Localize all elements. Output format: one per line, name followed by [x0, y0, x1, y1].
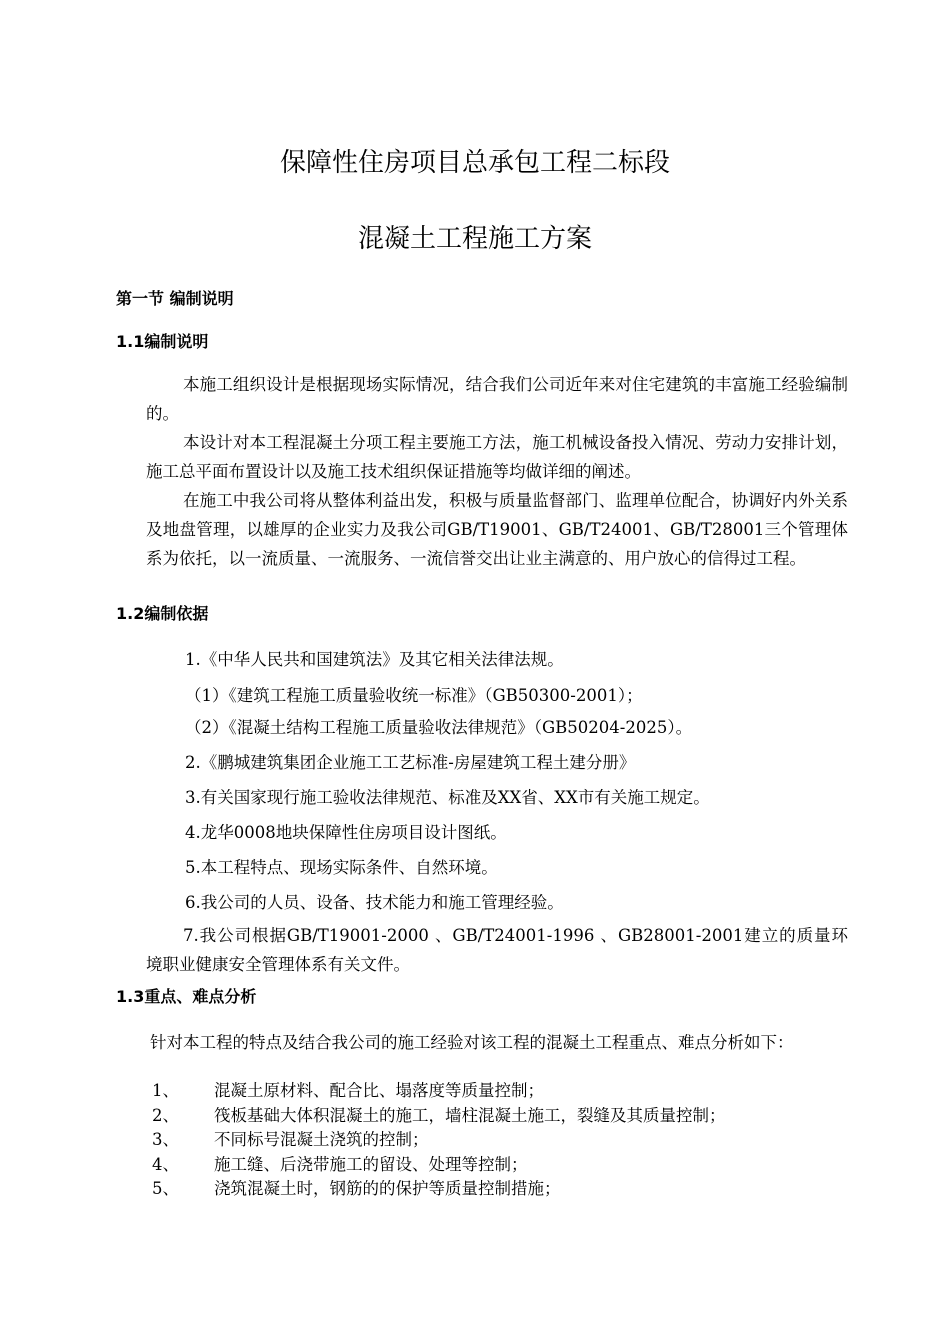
list-item-text: 浇筑混凝土时，钢筋的的保护等质量控制措施； — [214, 1179, 561, 1198]
list-item — [152, 1177, 726, 1202]
list-item — [152, 1104, 726, 1129]
subsection-heading-1-1: 1.1编制说明 — [116, 332, 209, 351]
basis-item-4: 4.龙华0008地块保障性住房项目设计图纸。 — [185, 823, 507, 842]
list-item — [152, 1079, 726, 1104]
subsection-heading-1-2: 1.2编制依据 — [116, 604, 209, 623]
basis-item-1-1: （1）《建筑工程施工质量验收统一标准》（GB50300-2001）； — [185, 686, 643, 705]
basis-item-2: 2.《鹏城建筑集团企业施工工艺标准-房屋建筑工程土建分册》 — [185, 753, 636, 772]
analysis-intro: 针对本工程的特点及结合我公司的施工经验对该工程的混凝土工程重点、难点分析如下： — [150, 1033, 794, 1052]
list-item-number: 4、 — [152, 1154, 179, 1174]
document-title: 保障性住房项目总承包工程二标段 — [279, 148, 670, 178]
list-item-number: 2、 — [152, 1105, 179, 1125]
list-item-text: 不同标号混凝土浇筑的控制； — [214, 1130, 429, 1149]
section-heading: 第一节 编制说明 — [116, 289, 234, 308]
paragraph-3: 在施工中我公司将从整体利益出发，积极与质量监督部门、监理单位配合，协调好内外关系及地盘管理，以雄厚的企业实力及我公司GB/T19001、GB/T24001、GB/T28001三个管理体系为依托，以一流质量、一流服务、一流信誉交出让业主满意的、用户放心的信得过工程。 — [146, 491, 848, 568]
basis-item-3: 3.有关国家现行施工验收法律规范、标准及XX省、XX市有关施工规定。 — [185, 788, 710, 807]
document-subtitle: 混凝土工程施工方案 — [357, 224, 592, 254]
list-item-text: 筏板基础大体积混凝土的施工，墙柱混凝土施工，裂缝及其质量控制； — [214, 1105, 726, 1125]
subsection-heading-1-3: 1.3重点、难点分析 — [116, 987, 257, 1006]
paragraph-1: 本施工组织设计是根据现场实际情况，结合我们公司近年来对住宅建筑的丰富施工经验编制的。 — [146, 375, 848, 423]
basis-item-6: 6.我公司的人员、设备、技术能力和施工管理经验。 — [185, 893, 564, 912]
paragraph-2: 本设计对本工程混凝土分项工程主要施工方法，施工机械设备投入情况、劳动力安排计划，施工总平面布置设计以及施工技术组织保证措施等均做详细的阐述。 — [146, 433, 848, 481]
basis-item-5: 5.本工程特点、现场实际条件、自然环境。 — [185, 858, 498, 877]
list-item-number: 1、 — [152, 1081, 179, 1100]
key-points-list — [152, 1079, 726, 1202]
list-item-text: 混凝土原材料、配合比、塌落度等质量控制； — [214, 1081, 544, 1100]
basis-item-1: 1.《中华人民共和国建筑法》及其它相关法律法规。 — [185, 650, 564, 669]
basis-item-1-2: （2）《混凝土结构工程施工质量验收法律规范》（GB50204-2025）。 — [185, 718, 693, 737]
list-item-number: 3、 — [152, 1130, 179, 1149]
list-item — [152, 1128, 726, 1153]
list-item-text: 施工缝、后浇带施工的留设、处理等控制； — [214, 1154, 528, 1174]
list-item-number: 5、 — [152, 1179, 179, 1198]
list-item — [152, 1153, 726, 1178]
basis-item-7: 7.我公司根据GB/T19001-2000 、GB/T24001-1996 、GB28001-2001建立的质量环境职业健康安全管理体系有关文件。 — [146, 926, 848, 974]
